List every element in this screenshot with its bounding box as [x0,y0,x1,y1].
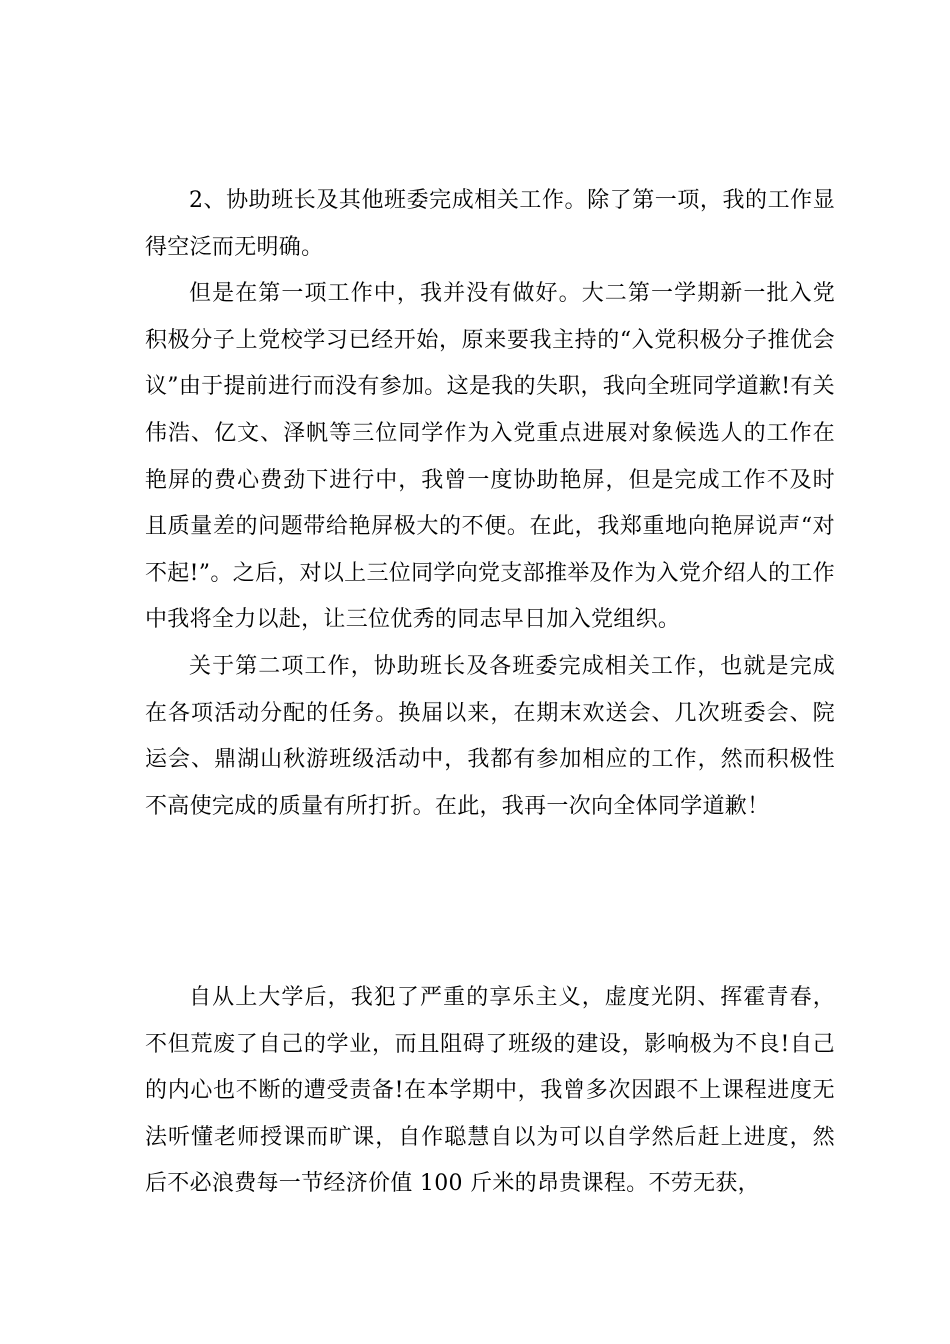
paragraph-second-task-reflection: 关于第二项工作，协助班长及各班委完成相关工作，也就是完成在各项活动分配的任务。换届以来，在期末欢送会、几次班委会、院运会、鼎湖山秋游班级活动中，我都有参加相应的工作，然而积极性不高使完成的质量有所打折。在此，我再一次向全体同学道歉！ [145,653,835,819]
paragraph-first-task-reflection: 但是在第一项工作中，我并没有做好。大二第一学期新一批入党积极分子上党校学习已经开始，原来要我主持的“入党积极分子推优会议”由于提前进行而没有参加。这是我的失职，我向全班同学道歉!有关伟浩、亿文、泽帆等三位同学作为入党重点进展对象候选人的工作在艳屏的费心费劲下进行中，我曾一度协助艳屏，但是完成工作不及时且质量差的问题带给艳屏极大的不便。在此，我郑重地向艳屏说声“对不起!”。之后，对以上三位同学向党支部推举及作为入党介绍人的工作中我将全力以赴，让三位优秀的同志早日加入党组织。 [145,281,835,633]
paragraph-self-criticism: 自从上大学后，我犯了严重的享乐主义，虚度光阴、挥霍青春，不但荒废了自己的学业，而且阻碍了班级的建设，影响极为不良!自己的内心也不断的遭受责备!在本学期中，我曾多次因跟不上课程进度无法听懂老师授课而旷课，自作聪慧自以为可以自学然后赶上进度，然后不必浪费每一节经济价值 100 斤米的昂贵课程。不劳无获， [145,985,835,1197]
paragraph-task-two: 2、协助班长及其他班委完成相关工作。除了第一项，我的工作显得空泛而无明确。 [145,188,835,260]
document-body-upper [145,178,835,830]
document-body-lower [145,975,835,1208]
